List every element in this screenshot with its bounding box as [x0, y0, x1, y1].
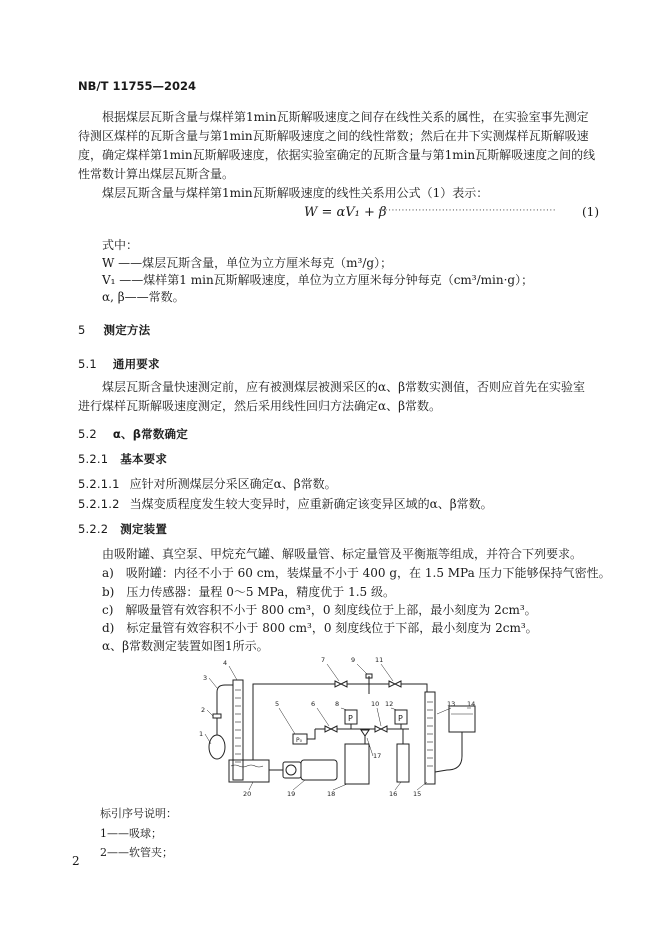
section-title: 通用要求	[112, 357, 160, 371]
list-marker: b)	[102, 585, 115, 599]
callout-4: 4	[223, 659, 228, 667]
page-number: 2	[72, 854, 80, 868]
callout-7: 7	[321, 656, 326, 664]
apparatus-diagram	[195, 652, 485, 802]
leveling-bottle	[449, 706, 475, 732]
callout-11: 11	[375, 656, 384, 664]
section-5-heading	[78, 322, 150, 338]
list-item-c	[102, 602, 537, 618]
list-text: 标定量管有效容积不小于 800 cm³，0 刻度线位于下部，最小刻度为 2cm³。	[126, 621, 538, 635]
valve-7	[335, 681, 347, 687]
callout-17: 17	[373, 752, 382, 760]
section-number: 5.2.2	[78, 522, 109, 536]
valve-11	[389, 681, 401, 687]
gauge-8-symbol: P	[348, 714, 353, 723]
list-item-a	[102, 565, 611, 581]
vacuum-pump	[301, 760, 337, 780]
callout-3: 3	[203, 674, 208, 682]
where-title: 式中：	[102, 238, 139, 252]
where-item-constants: α, β——常数。	[102, 290, 185, 304]
section-number: 5.2	[78, 427, 97, 441]
callout-10: 10	[371, 700, 380, 708]
figure-reference: α、β常数测定装置如图1所示。	[102, 639, 269, 653]
intro-paragraph-1: 根据煤层瓦斯含量与煤样第1min瓦斯解吸速度之间存在线性关系的属性，在实验室事先测定待测区煤样的瓦斯含量与第1min瓦斯解吸速度之间的线性常数；然后在井下实测煤样瓦斯解吸速度，确定煤样第1min瓦斯解吸速度，依据实验室确定的瓦斯含量与第1min瓦斯解吸速度之间的线性常数计算出煤层瓦斯含量。	[78, 110, 596, 181]
callout-12: 12	[385, 700, 394, 708]
formula-equation: W = αV₁ + β	[304, 205, 387, 220]
callout-5: 5	[275, 700, 280, 708]
section-title: 测定方法	[103, 323, 151, 337]
list-text: 解吸量管有效容积不小于 800 cm³，0 刻度线位于上部，最小刻度为 2cm³。	[125, 603, 537, 617]
list-marker: a)	[102, 566, 114, 580]
list-marker: c)	[102, 603, 114, 617]
formula-number: (1)	[582, 205, 599, 219]
section-title: 测定装置	[120, 522, 168, 536]
leveling-hose	[435, 732, 462, 772]
list-item-d	[102, 620, 538, 636]
section-title: 基本要求	[120, 452, 168, 466]
section-5-1-paragraph: 煤层瓦斯含量快速测定前，应有被测煤层被测采区的α、β常数实测值，否则应首先在实验室进行煤样瓦斯解吸速度测定，然后采用线性回归方法确定α、β常数。	[78, 380, 586, 413]
water-bath	[229, 760, 269, 782]
where-item-w: W ——煤层瓦斯含量，单位为立方厘米每克（m³/g）；	[102, 256, 393, 270]
curved-hose	[217, 685, 233, 714]
formula-leader-dots: ·····················································	[378, 206, 557, 216]
methane-tank	[397, 744, 409, 782]
section-5-2-2-heading	[78, 521, 167, 537]
callout-2: 2	[201, 706, 206, 714]
clause-text: 应针对所测煤层分采区确定α、β常数。	[129, 477, 337, 491]
callout-20: 20	[243, 790, 252, 798]
section-5-2-heading	[78, 426, 188, 442]
legend-item-1: 1——吸球；	[100, 827, 162, 840]
list-text: 压力传感器：量程 0～5 MPa，精度优于 1.5 级。	[126, 585, 395, 599]
calibration-burette	[425, 692, 435, 784]
list-item-b	[102, 584, 395, 600]
where-item-v1: V₁ ——煤样第1 min瓦斯解吸速度，单位为立方厘米每分钟每克（cm³/min·g）；	[102, 273, 534, 287]
burette-scale-right	[427, 702, 433, 766]
callout-14: 14	[467, 700, 476, 708]
clause-number: 5.2.1.1	[78, 477, 120, 491]
suction-bulb	[209, 735, 225, 759]
callout-13: 13	[447, 700, 456, 708]
section-title: α、β常数确定	[112, 427, 188, 441]
callout-8: 8	[335, 700, 340, 708]
clause-text: 当煤变质程度发生较大变异时，应重新确定该变异区域的α、β常数。	[129, 497, 493, 511]
callout-15: 15	[413, 790, 422, 798]
gauge-12-symbol: P	[398, 714, 403, 723]
clause-number: 5.2.1.2	[78, 497, 120, 511]
valve-10	[375, 726, 387, 732]
clause-5-2-1-2	[78, 496, 493, 512]
pressure-sensor-label: P₀	[296, 737, 303, 744]
clause-5-2-1-1	[78, 476, 337, 492]
legend-item-2: 2——软管夹；	[100, 846, 173, 859]
intro-paragraph-2: 煤层瓦斯含量与煤样第1min瓦斯解吸速度的线性关系用公式（1）表示：	[102, 186, 489, 200]
callout-6: 6	[311, 700, 316, 708]
hose-clamp	[213, 714, 221, 718]
section-5-2-1-heading	[78, 451, 167, 467]
adsorption-tank	[345, 744, 369, 784]
callout-16: 16	[389, 790, 398, 798]
list-text: 吸附罐：内径不小于 60 cm，装煤量不小于 400 g，在 1.5 MPa 压力下能够保持气密性。	[125, 566, 611, 580]
callout-18: 18	[327, 790, 336, 798]
section-5-2-2-intro: 由吸附罐、真空泵、甲烷充气罐、解吸量管、标定量管及平衡瓶等组成，并符合下列要求。	[102, 547, 583, 561]
section-number: 5.2.1	[78, 452, 109, 466]
legend-title: 标引序号说明：	[100, 807, 177, 820]
callout-1: 1	[199, 730, 204, 738]
section-number: 5.1	[78, 357, 97, 371]
callout-9: 9	[351, 656, 356, 664]
valve-17	[361, 730, 369, 736]
section-5-1-heading	[78, 356, 160, 372]
callout-19: 19	[287, 790, 296, 798]
document-id: NB/T 11755—2024	[78, 79, 196, 93]
valve-6	[325, 726, 337, 732]
section-number: 5	[78, 323, 86, 337]
list-marker: d)	[102, 621, 115, 635]
burette-scale-left	[235, 690, 241, 762]
